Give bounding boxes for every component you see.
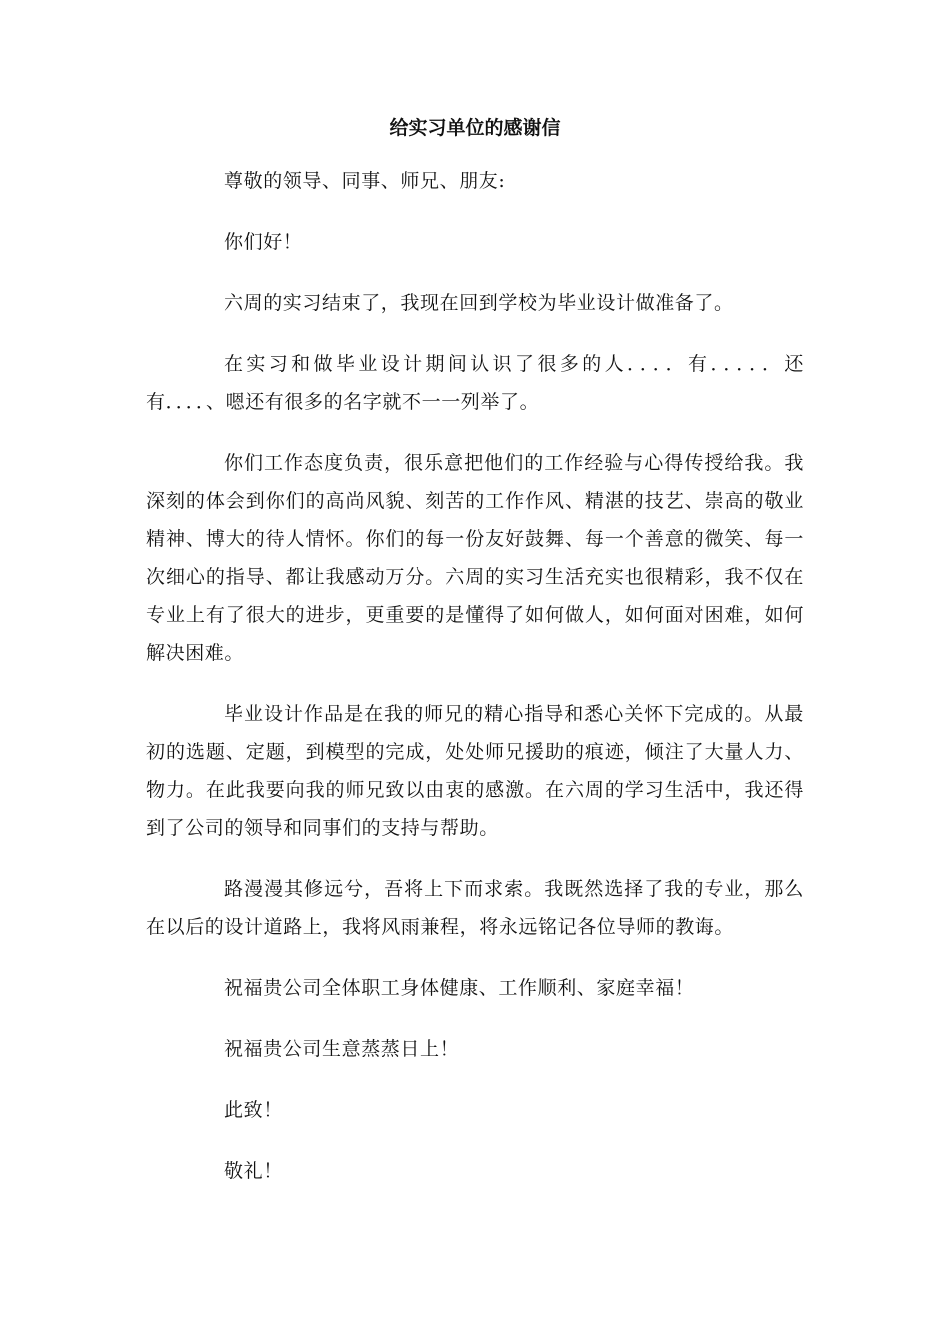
wish-line: 祝福贵公司全体职工身体健康、工作顺利、家庭幸福！ [224, 977, 695, 999]
closing-line: 敬礼！ [224, 1160, 283, 1182]
body-paragraph: 路漫漫其修远兮，吾将上下而求索。我既然选择了我的专业，那么在以后的设计道路上，我将风雨兼程，将永远铭记各位导师的教诲。 [146, 878, 804, 938]
body-paragraph: 毕业设计作品是在我的师兄的精心指导和悉心关怀下完成的。从最初的选题、定题，到模型的完成，处处师兄援助的痕迹，倾注了大量人力、物力。在此我要向我的师兄致以由衷的感激。在六周的学习生活中，我还得到了公司的领导和同事们的支持与帮助。 [146, 703, 804, 839]
body-paragraph: 六周的实习结束了，我现在回到学校为毕业设计做准备了。 [224, 292, 734, 314]
salutation: 尊敬的领导、同事、师兄、朋友: [224, 170, 506, 192]
letter-title: 给实习单位的感谢信 [389, 117, 561, 139]
body-paragraph: 在实习和做毕业设计期间认识了很多的人．．．．有．．．．．还有．．．．、嗯还有很多的名字就不一一列举了。 [146, 353, 804, 413]
greeting: 你们好！ [224, 231, 303, 253]
body-paragraph: 你们工作态度负责，很乐意把他们的工作经验与心得传授给我。我深刻的体会到你们的高尚风貌、刻苦的工作作风、精湛的技艺、崇高的敬业精神、博大的待人情怀。你们的每一份友好鼓舞、每一个善意的微笑、每一次细心的指导、都让我感动万分。六周的实习生活充实也很精彩，我不仅在专业上有了很大的进步，更重要的是懂得了如何做人，如何面对困难，如何解决困难。 [146, 452, 804, 664]
wish-line: 祝福贵公司生意蒸蒸日上！ [224, 1038, 460, 1060]
closing-line: 此致！ [224, 1099, 283, 1121]
